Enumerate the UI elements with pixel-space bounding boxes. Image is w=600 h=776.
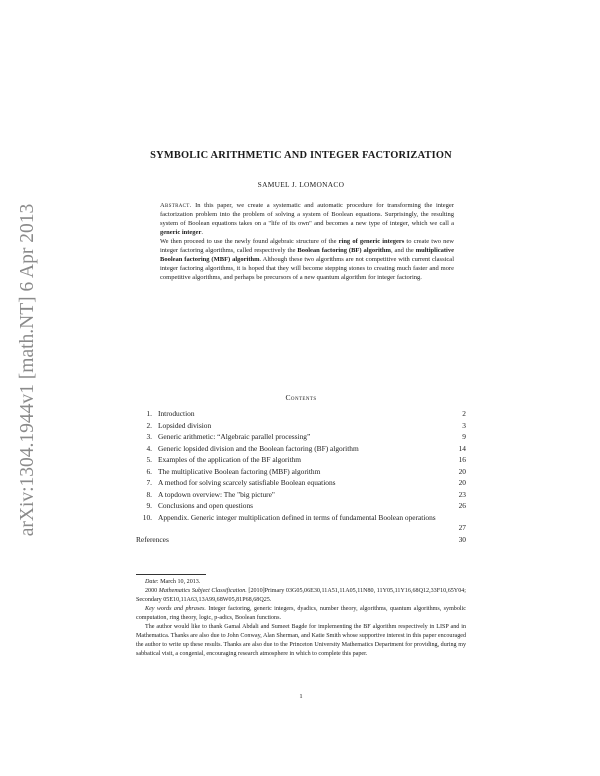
toc-page: 26 xyxy=(458,501,466,510)
toc-page: 23 xyxy=(458,489,466,499)
abstract-text: . Although these two algorithms are not competitive with current classical integer factoring algorithms, it is hoped that they will become stepping stones to creating much faster and more competitive algorithms, and perhaps be precursors of a new quantum algorithm for integer factoring. xyxy=(160,256,454,282)
toc-page: 20 xyxy=(458,478,466,487)
toc-entry[interactable] xyxy=(136,443,466,455)
toc-title: Lopsided division xyxy=(158,420,212,430)
footnote-thanks: The author would like to thank Gamal Abdali and Sumeet Bagde for implementing the BF algorithm respectively in LISP and in Mathematica. Thanks are also due to John Conway, Alan Sherman, and Katie Smith whose supportive interest in this paper encouraged the author to write up these results. Thanks are also due to the Princeton University Mathematics Department for providing, during my sabbatical visit, a congenial, encouraging research atmosphere in which to complete this paper. xyxy=(136,624,466,657)
toc-number: 6. xyxy=(146,466,152,476)
toc-title: Conclusions and open questions xyxy=(158,501,254,510)
footnote-date xyxy=(136,578,466,587)
abstract-term-bf: Boolean factoring (BF) algorithm xyxy=(297,247,391,255)
toc-entry[interactable] xyxy=(136,420,466,432)
toc-page: 30 xyxy=(458,534,466,544)
abstract-label: Abstract. xyxy=(160,202,192,209)
abstract-paragraph-2 xyxy=(160,237,454,282)
toc-title: A topdown overview: The "big picture" xyxy=(158,489,275,499)
toc-entry[interactable] xyxy=(136,477,466,489)
toc-page: 9 xyxy=(462,432,466,441)
toc-page: 3 xyxy=(462,420,466,430)
toc-number: 2. xyxy=(146,420,152,430)
footnotes xyxy=(136,578,466,659)
abstract xyxy=(160,201,454,282)
toc-title: References xyxy=(136,534,169,544)
date-value: : March 10, 2013. xyxy=(156,579,201,585)
toc-entry[interactable] xyxy=(136,454,466,466)
footnote-keywords xyxy=(136,605,466,623)
toc-page: 14 xyxy=(458,443,466,453)
toc-title: Appendix. Generic integer multiplication defined in terms of fundamental Boolean operations xyxy=(158,512,436,522)
toc-title: Generic lopsided division and the Boolean factoring (BF) algorithm xyxy=(158,443,359,453)
toc-entry[interactable] xyxy=(136,512,466,534)
toc-title: Examples of the application of the BF algorithm xyxy=(158,455,302,464)
arxiv-stamp: arXiv:1304.1944v1 [math.NT] 6 Apr 2013 xyxy=(17,203,38,537)
toc-number: 8. xyxy=(146,489,152,499)
toc-number: 4. xyxy=(146,443,152,453)
date-label: Date xyxy=(145,579,157,585)
toc-title: Introduction xyxy=(158,409,195,418)
toc-number: 3. xyxy=(146,432,152,441)
toc-number: 10. xyxy=(142,512,152,522)
toc-page: 27 xyxy=(458,523,466,532)
page-number: 1 xyxy=(299,693,303,700)
toc-title: The multiplicative Boolean factoring (MBF) algorithm xyxy=(158,466,321,476)
abstract-text: , and the xyxy=(390,247,416,255)
toc-page: 16 xyxy=(458,455,466,464)
toc-page: 2 xyxy=(462,409,466,418)
msc-year: 2000 xyxy=(145,588,159,594)
table-of-contents xyxy=(136,408,466,545)
abstract-text: We then proceed to use the newly found algebraic structure of the xyxy=(160,238,339,246)
toc-entry[interactable] xyxy=(136,431,466,443)
toc-entry[interactable] xyxy=(136,466,466,478)
toc-entry-references[interactable] xyxy=(136,534,466,546)
abstract-text: to create two new integer factoring algorithms, called respectively the xyxy=(160,238,454,255)
toc-number: 9. xyxy=(146,501,152,510)
toc-entry[interactable] xyxy=(136,489,466,501)
msc-label: Mathematics Subject Classification. xyxy=(158,588,247,594)
footnote-msc xyxy=(136,587,466,605)
toc-number: 7. xyxy=(146,478,152,487)
author-name: SAMUEL J. LOMONACO xyxy=(257,180,345,189)
toc-number: 1. xyxy=(146,409,152,418)
toc-number: 5. xyxy=(146,455,152,464)
toc-title: Generic arithmetic: “Algebraic parallel processing” xyxy=(158,432,311,441)
toc-title: A method for solving scarcely satisfiable Boolean equations xyxy=(158,478,336,487)
abstract-term-mbf: multiplicative Boolean factoring (MBF) algorithm xyxy=(160,247,454,264)
abstract-term-generic-integer: generic integer xyxy=(160,229,202,237)
contents-heading: Contents xyxy=(285,393,317,402)
abstract-paragraph-1 xyxy=(160,201,454,237)
paper-title: SYMBOLIC ARITHMETIC AND INTEGER FACTORIZATION xyxy=(150,150,452,161)
toc-entry[interactable] xyxy=(136,408,466,420)
abstract-text: In this paper, we create a systematic and automatic procedure for transforming the integer factorization problem into the problem of solving a system of Boolean equations. Surprisingly, the resulting system of Boolean equations takes on a "life of its own" and becomes a new type of integer, which we call a xyxy=(160,202,454,228)
toc-page: 20 xyxy=(458,466,466,476)
abstract-text: . xyxy=(201,229,203,237)
footnote-rule xyxy=(136,574,206,575)
toc-entry[interactable] xyxy=(136,500,466,512)
keywords-text: Integer factoring, generic integers, dyadics, number theory, algorithms, quantum algorithms, symbolic computation, ring theory, logic, p-adics, Boolean functions. xyxy=(136,606,466,621)
msc-text: [2010]Primary 03G05,06E30,11A51,11A05,11N80, 11Y05,11Y16,68Q12,33F10,65Y04; Secondary 05E10,11A63,13A99,68W05,81P68,68Q25. xyxy=(136,588,466,603)
abstract-term-ring: ring of generic integers xyxy=(338,238,405,246)
keywords-label: Key words and phrases. xyxy=(145,606,206,612)
